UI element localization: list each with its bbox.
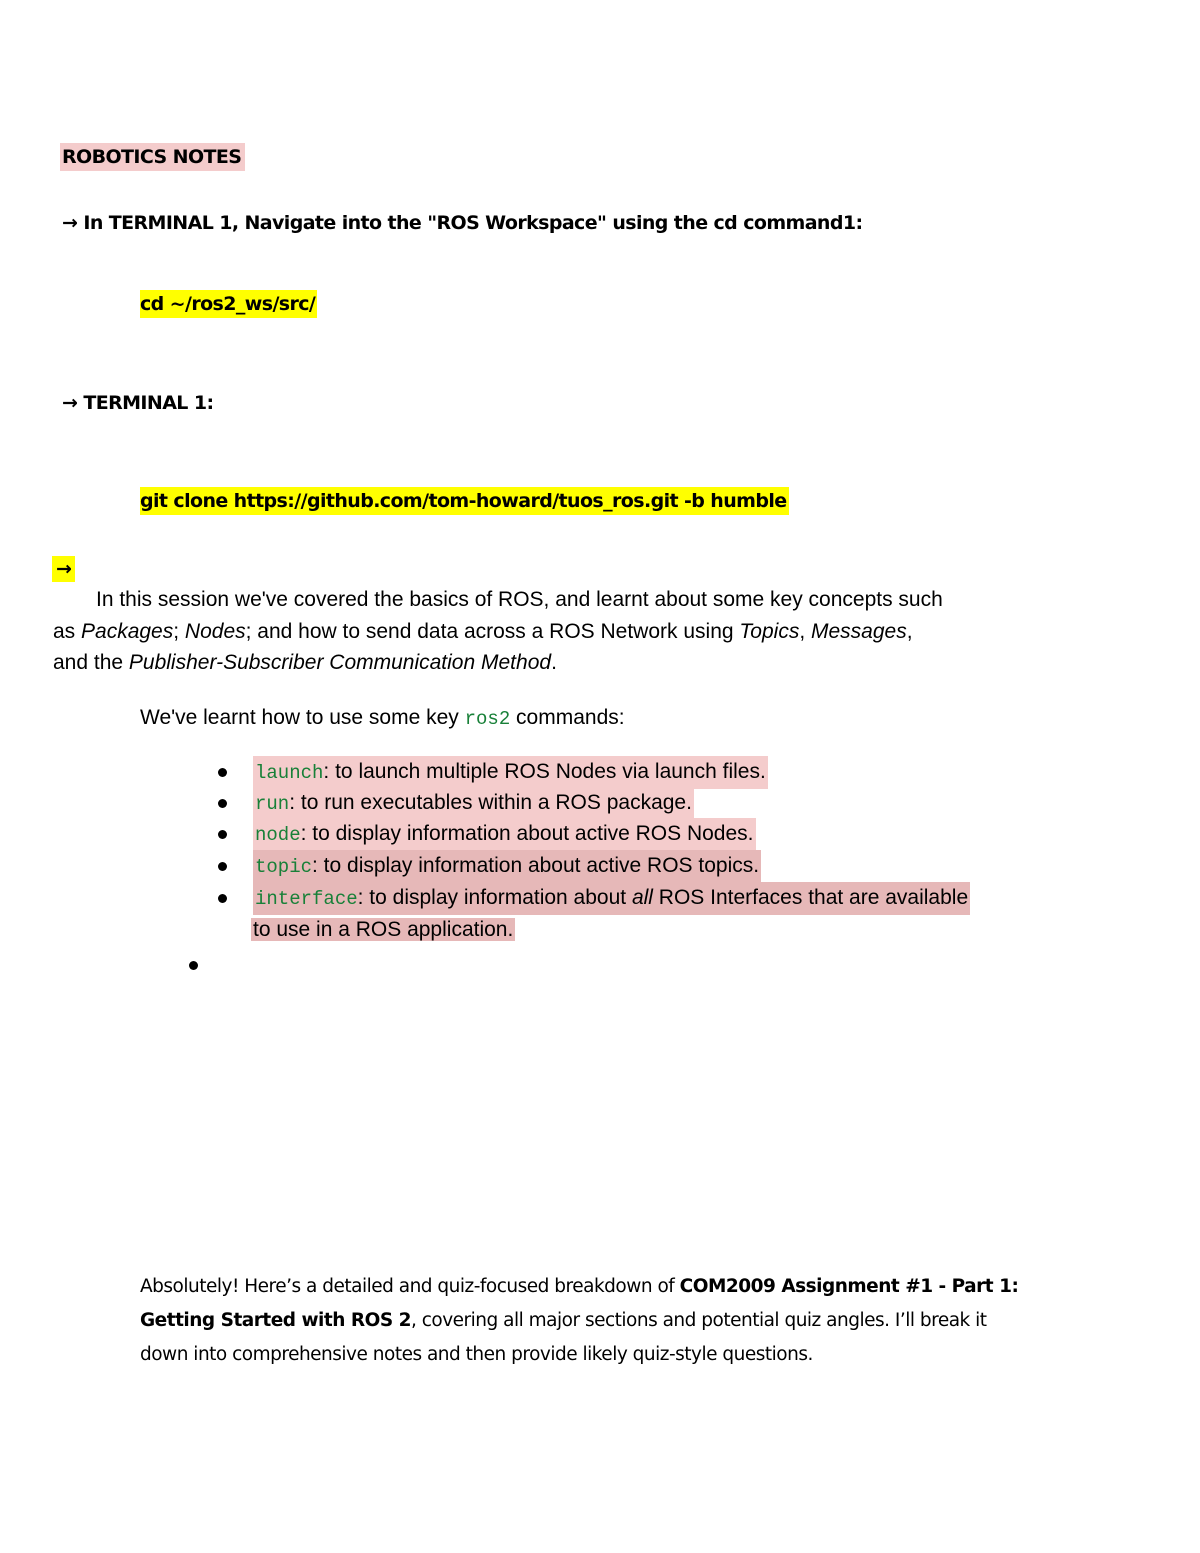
step-1-text: In TERMINAL 1, Navigate into the "ROS Workspace" using the cd command1:	[83, 212, 863, 234]
term-pubsub: Publisher-Subscriber Communication Method	[128, 651, 552, 674]
bottom-text: , covering all major sections and potential quiz angles. I’ll break it	[410, 1310, 987, 1331]
command-code: topic	[255, 856, 313, 878]
learnt-text: commands:	[510, 706, 625, 729]
term-nodes: Nodes	[184, 620, 246, 643]
command-desc: : to display information about	[357, 886, 632, 909]
step-2-heading	[62, 389, 213, 417]
list-item-continuation	[251, 914, 515, 945]
arrow-icon: →	[62, 212, 78, 234]
arrow-icon: →	[62, 392, 78, 414]
summary-text: and the	[53, 651, 129, 674]
learnt-line	[140, 705, 625, 732]
bullet-icon	[218, 862, 227, 871]
list-item-text	[253, 818, 756, 851]
bottom-line-1	[140, 1270, 1018, 1304]
page-title-text: ROBOTICS NOTES	[62, 146, 242, 168]
summary-text: ; and how to send data across a ROS Network using	[245, 620, 740, 643]
list-item-text	[253, 787, 694, 820]
command-code: interface	[255, 888, 358, 910]
ros2-code: ros2	[464, 708, 511, 730]
command-desc: : to launch multiple ROS Nodes via launch files.	[323, 760, 766, 783]
list-item	[218, 851, 761, 882]
command-desc-emphasis: all	[631, 886, 653, 909]
bullet-icon	[218, 799, 227, 808]
summary-line-3	[53, 650, 557, 676]
bottom-bold: Getting Started with ROS 2	[140, 1310, 411, 1331]
summary-line-2	[53, 619, 913, 645]
command-desc: ROS Interfaces that are available	[652, 886, 969, 909]
bullet-icon	[218, 768, 227, 777]
step-1-heading	[62, 209, 862, 237]
term-topics: Topics	[739, 620, 800, 643]
term-packages: Packages	[81, 620, 174, 643]
command-git-clone-text: git clone https://github.com/tom-howard/tuos_ros.git -b humble	[140, 490, 787, 512]
step-2-text: TERMINAL 1:	[83, 392, 214, 414]
summary-text: .	[551, 651, 557, 674]
list-item-text	[253, 882, 970, 915]
list-item-text	[253, 756, 768, 789]
bottom-text: down into comprehensive notes and then provide likely quiz-style questions.	[140, 1344, 813, 1365]
learnt-text: We've learnt how to use some key	[140, 706, 465, 729]
bottom-line-3	[140, 1338, 813, 1372]
command-desc: : to display information about active ROS topics.	[312, 854, 760, 877]
bottom-bold: COM2009 Assignment #1 - Part 1:	[679, 1276, 1019, 1297]
arrow-icon-highlighted	[52, 556, 75, 582]
summary-line-1	[96, 587, 943, 613]
summary-text: ,	[799, 620, 811, 643]
term-messages: Messages	[811, 620, 907, 643]
command-cd-text: cd ~/ros2_ws/src/	[140, 293, 316, 315]
list-item	[218, 819, 756, 850]
bottom-line-2	[140, 1304, 987, 1338]
command-code: node	[255, 824, 301, 846]
bottom-text: Absolutely! Here’s a detailed and quiz-focused breakdown of	[140, 1276, 680, 1297]
list-item	[218, 788, 694, 819]
summary-text: ;	[173, 620, 185, 643]
empty-bullet-icon	[189, 957, 198, 975]
command-desc: to use in a ROS application.	[253, 918, 514, 941]
list-item-text	[253, 850, 761, 883]
summary-text: as	[53, 620, 82, 643]
list-item	[218, 757, 768, 788]
list-item	[218, 883, 970, 914]
page-title	[60, 143, 245, 171]
command-code: launch	[255, 762, 324, 784]
command-desc: : to display information about active ROS Nodes.	[300, 822, 754, 845]
summary-text: ,	[906, 620, 913, 643]
bullet-icon	[189, 961, 198, 970]
command-code: run	[255, 793, 290, 815]
command-desc: : to run executables within a ROS package.	[289, 791, 692, 814]
command-cd	[140, 290, 317, 318]
command-git-clone	[140, 487, 789, 515]
arrow-glyph: →	[56, 558, 72, 580]
bullet-icon	[218, 894, 227, 903]
summary-text: In this session we've covered the basics of ROS, and learnt about some key concepts such	[96, 588, 943, 611]
bullet-icon	[218, 830, 227, 839]
